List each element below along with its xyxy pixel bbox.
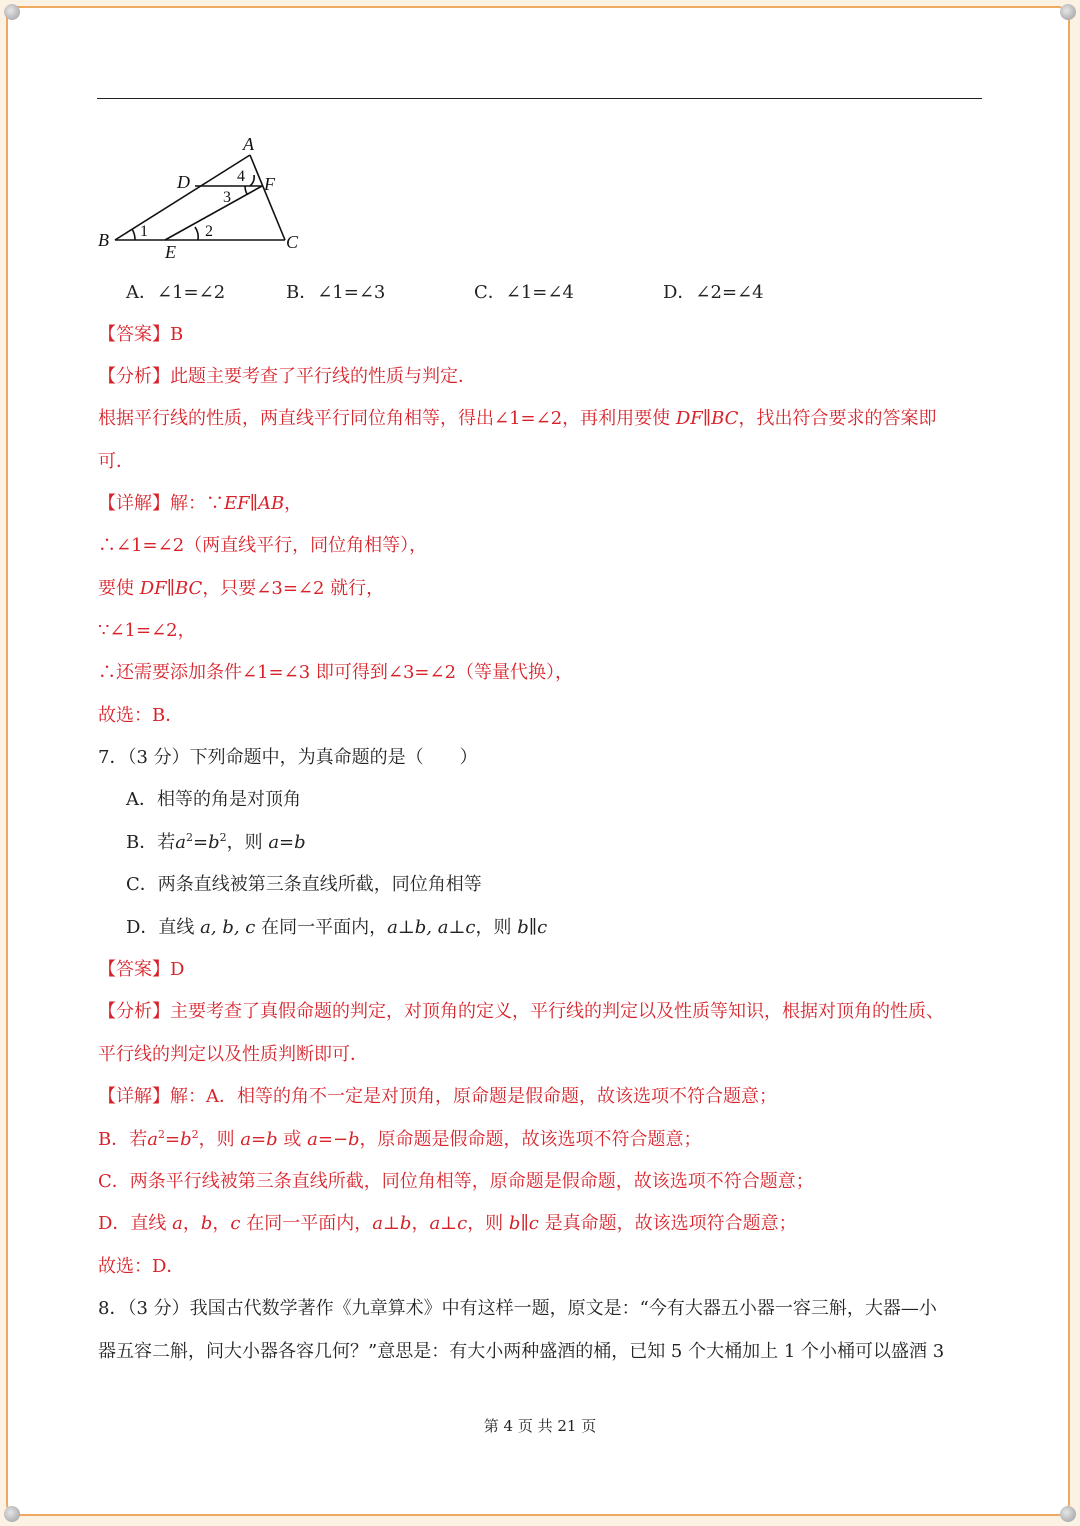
label-D: D	[177, 172, 190, 192]
angle-label-2: 2	[205, 223, 213, 240]
q7-option-b: B．若$a^2=b^2$，则 a=b	[126, 831, 306, 853]
corner-rivet-icon	[4, 1506, 20, 1522]
q6-option-a: A．∠1=∠2	[126, 282, 226, 303]
corner-rivet-icon	[1060, 1506, 1076, 1522]
q7-option-d: D．直线 a, b, c 在同一平面内，a⊥b, a⊥c，则 b∥c	[126, 917, 548, 938]
q8-line-1: 8．（3 分）我国古代数学著作《九章算术》中有这样一题，原文是：“今有大器五小器一容三斛，大器—小	[98, 1298, 937, 1319]
q7-analysis-line2: 平行线的判定以及性质判断即可．	[98, 1044, 368, 1065]
q7-detail-c: C．两条平行线被第三条直线所截，同位角相等，原命题是假命题，故该选项不符合题意；	[98, 1171, 814, 1192]
q6-detail: 【详解】解：∵EF∥AB，	[98, 493, 303, 514]
q6-analysis-line3: 可．	[98, 451, 134, 472]
q6-step-5: 故选：B．	[98, 705, 184, 726]
q7-answer: 【答案】D	[98, 959, 185, 980]
q6-option-c: C．∠1=∠4	[474, 282, 574, 303]
q7-choose: 故选：D．	[98, 1256, 185, 1277]
q6-option-d: D．∠2=∠4	[663, 282, 764, 303]
q7-option-a: A．相等的角是对顶角	[126, 789, 301, 810]
q6-analysis-line2: 根据平行线的性质，两直线平行同位角相等，得出∠1=∠2，再利用要使 DF∥BC，找出符合要求的答案即	[98, 408, 937, 429]
label-B: B	[98, 230, 109, 250]
page-footer: 第 4 页 共 21 页	[483, 1417, 597, 1435]
label-F: F	[264, 174, 275, 194]
q7-detail-b: B．若$a^2=b^2$，则 a=b 或 a=−b，原命题是假命题，故该选项不符合题意；	[98, 1128, 702, 1150]
triangle-figure	[95, 130, 315, 265]
q8-line-2: 器五容二斛，问大小器各容几何？”意思是：有大小两种盛酒的桶，已知 5 个大桶加上 1 个小桶可以盛酒 3	[98, 1341, 945, 1362]
q6-analysis: 【分析】此题主要考查了平行线的性质与判定．	[98, 366, 476, 387]
header-rule	[97, 98, 982, 99]
label-A: A	[243, 134, 254, 154]
label-E: E	[165, 242, 176, 262]
q6-step-1: ∴∠1=∠2（两直线平行，同位角相等），	[98, 535, 428, 556]
q7-detail-a: 【详解】解：A．相等的角不一定是对顶角，原命题是假命题，故该选项不符合题意；	[98, 1086, 777, 1107]
angle-label-4: 4	[237, 168, 245, 185]
label-C: C	[286, 232, 299, 252]
q7-stem: 7．（3 分）下列命题中，为真命题的是（ ）	[98, 747, 478, 768]
q6-step-4: ∴还需要添加条件∠1=∠3 即可得到∠3=∠2（等量代换），	[98, 662, 574, 683]
q7-analysis: 【分析】主要考查了真假命题的判定，对顶角的定义，平行线的判定以及性质等知识，根据对顶角的性质、	[98, 1001, 944, 1022]
q6-step-3: ∵∠1=∠2，	[98, 620, 196, 641]
angle-label-1: 1	[140, 223, 148, 240]
corner-rivet-icon	[4, 4, 20, 20]
angle-label-3: 3	[223, 189, 231, 206]
q7-detail-d: D．直线 a，b，c 在同一平面内，a⊥b，a⊥c，则 b∥c 是真命题，故该选项符合题意；	[98, 1213, 797, 1234]
corner-rivet-icon	[1060, 4, 1076, 20]
q6-answer: 【答案】B	[98, 324, 184, 345]
q7-option-c: C．两条直线被第三条直线所截，同位角相等	[126, 874, 482, 895]
q6-option-b: B．∠1=∠3	[286, 282, 386, 303]
q6-step-2: 要使 DF∥BC，只要∠3=∠2 就行，	[98, 578, 385, 599]
